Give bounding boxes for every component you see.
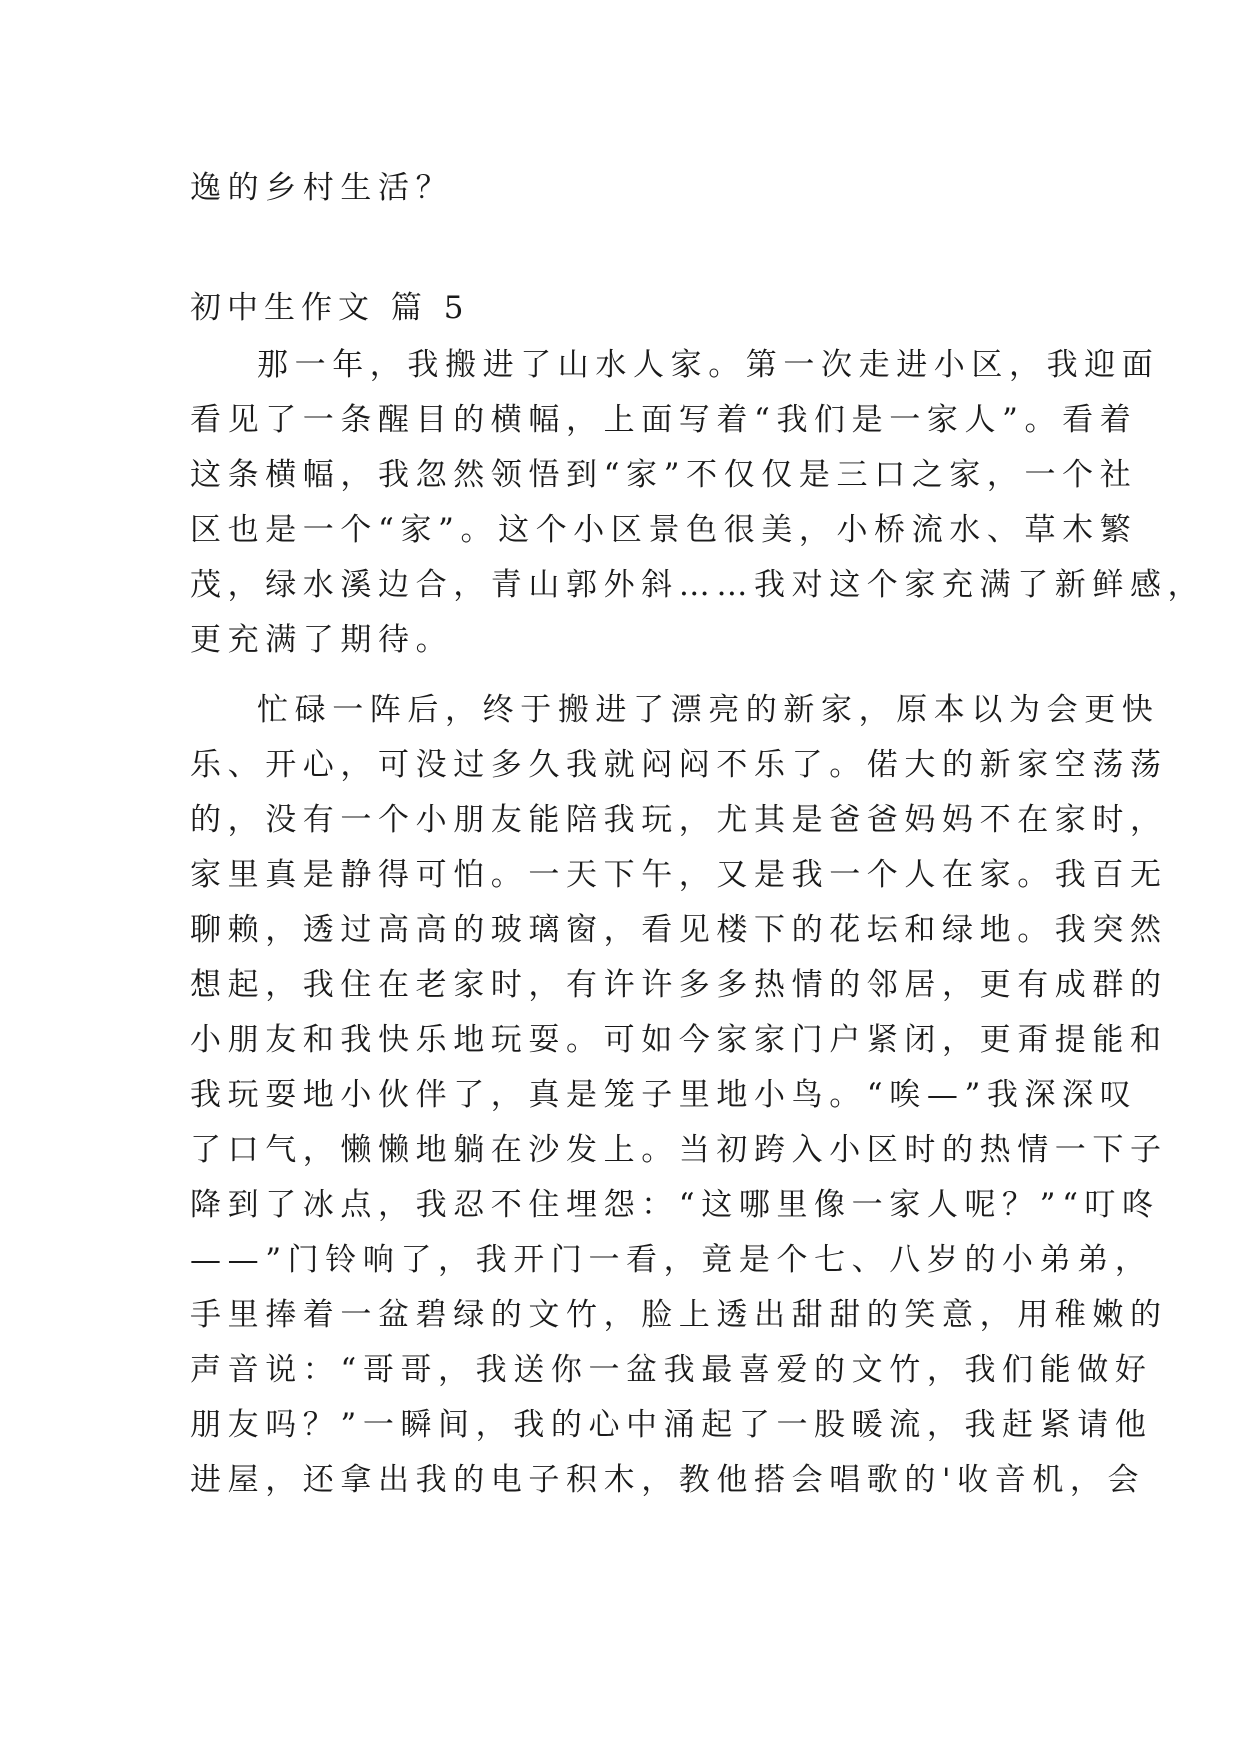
- paragraph-line: 我玩耍地小伙伴了，真是笼子里地小鸟。“唉—”我深深叹: [190, 1077, 1138, 1113]
- paragraph-line: 茂，绿水溪边合，青山郭外斜……我对这个家充满了新鲜感，: [190, 567, 1206, 603]
- paragraph-line: 想起，我住在老家时，有许许多多热情的邻居，更有成群的: [190, 967, 1168, 1003]
- paragraph-line: 区也是一个“家”。这个小区景色很美，小桥流水、草木繁: [190, 512, 1138, 548]
- paragraph-line: 聊赖，透过高高的玻璃窗，看见楼下的花坛和绿地。我突然: [190, 912, 1168, 948]
- paragraph-line: 朋友吗？”一瞬间，我的心中涌起了一股暖流，我赶紧请他: [190, 1407, 1153, 1443]
- paragraph-line: ——”门铃响了，我开门一看，竟是个七、八岁的小弟弟，: [190, 1242, 1153, 1278]
- paragraph-line: 降到了冰点，我忍不住埋怨：“这哪里像一家人呢？”“叮咚: [190, 1187, 1160, 1223]
- paragraph-line: 乐、开心，可没过多久我就闷闷不乐了。偌大的新家空荡荡: [190, 747, 1168, 783]
- section-title: 初中生作文 篇 5: [190, 290, 470, 326]
- paragraph-line: 这条横幅，我忽然领悟到“家”不仅仅是三口之家，一个社: [190, 457, 1138, 493]
- paragraph-line: 声音说：“哥哥，我送你一盆我最喜爱的文竹，我们能做好: [190, 1352, 1153, 1388]
- paragraph-line: 进屋，还拿出我的电子积木，教他搭会唱歌的'收音机，会: [190, 1462, 1146, 1498]
- paragraph-line: 那一年，我搬进了山水人家。第一次走进小区，我迎面: [257, 347, 1160, 383]
- paragraph-line: 手里捧着一盆碧绿的文竹，脸上透出甜甜的笑意，用稚嫩的: [190, 1297, 1168, 1333]
- paragraph-line: 小朋友和我快乐地玩耍。可如今家家门户紧闭，更甭提能和: [190, 1022, 1168, 1058]
- paragraph-line: 更充满了期待。: [190, 622, 454, 658]
- paragraph-line: 忙碌一阵后，终于搬进了漂亮的新家，原本以为会更快: [257, 692, 1160, 728]
- paragraph-line: 的，没有一个小朋友能陪我玩，尤其是爸爸妈妈不在家时，: [190, 802, 1168, 838]
- paragraph-line: 家里真是静得可怕。一天下午，又是我一个人在家。我百无: [190, 857, 1168, 893]
- paragraph-line: 看见了一条醒目的横幅，上面写着“我们是一家人”。看着: [190, 402, 1138, 438]
- previous-section-tail: 逸的乡村生活？: [190, 170, 454, 206]
- paragraph-line: 了口气，懒懒地躺在沙发上。当初跨入小区时的热情一下子: [190, 1132, 1168, 1168]
